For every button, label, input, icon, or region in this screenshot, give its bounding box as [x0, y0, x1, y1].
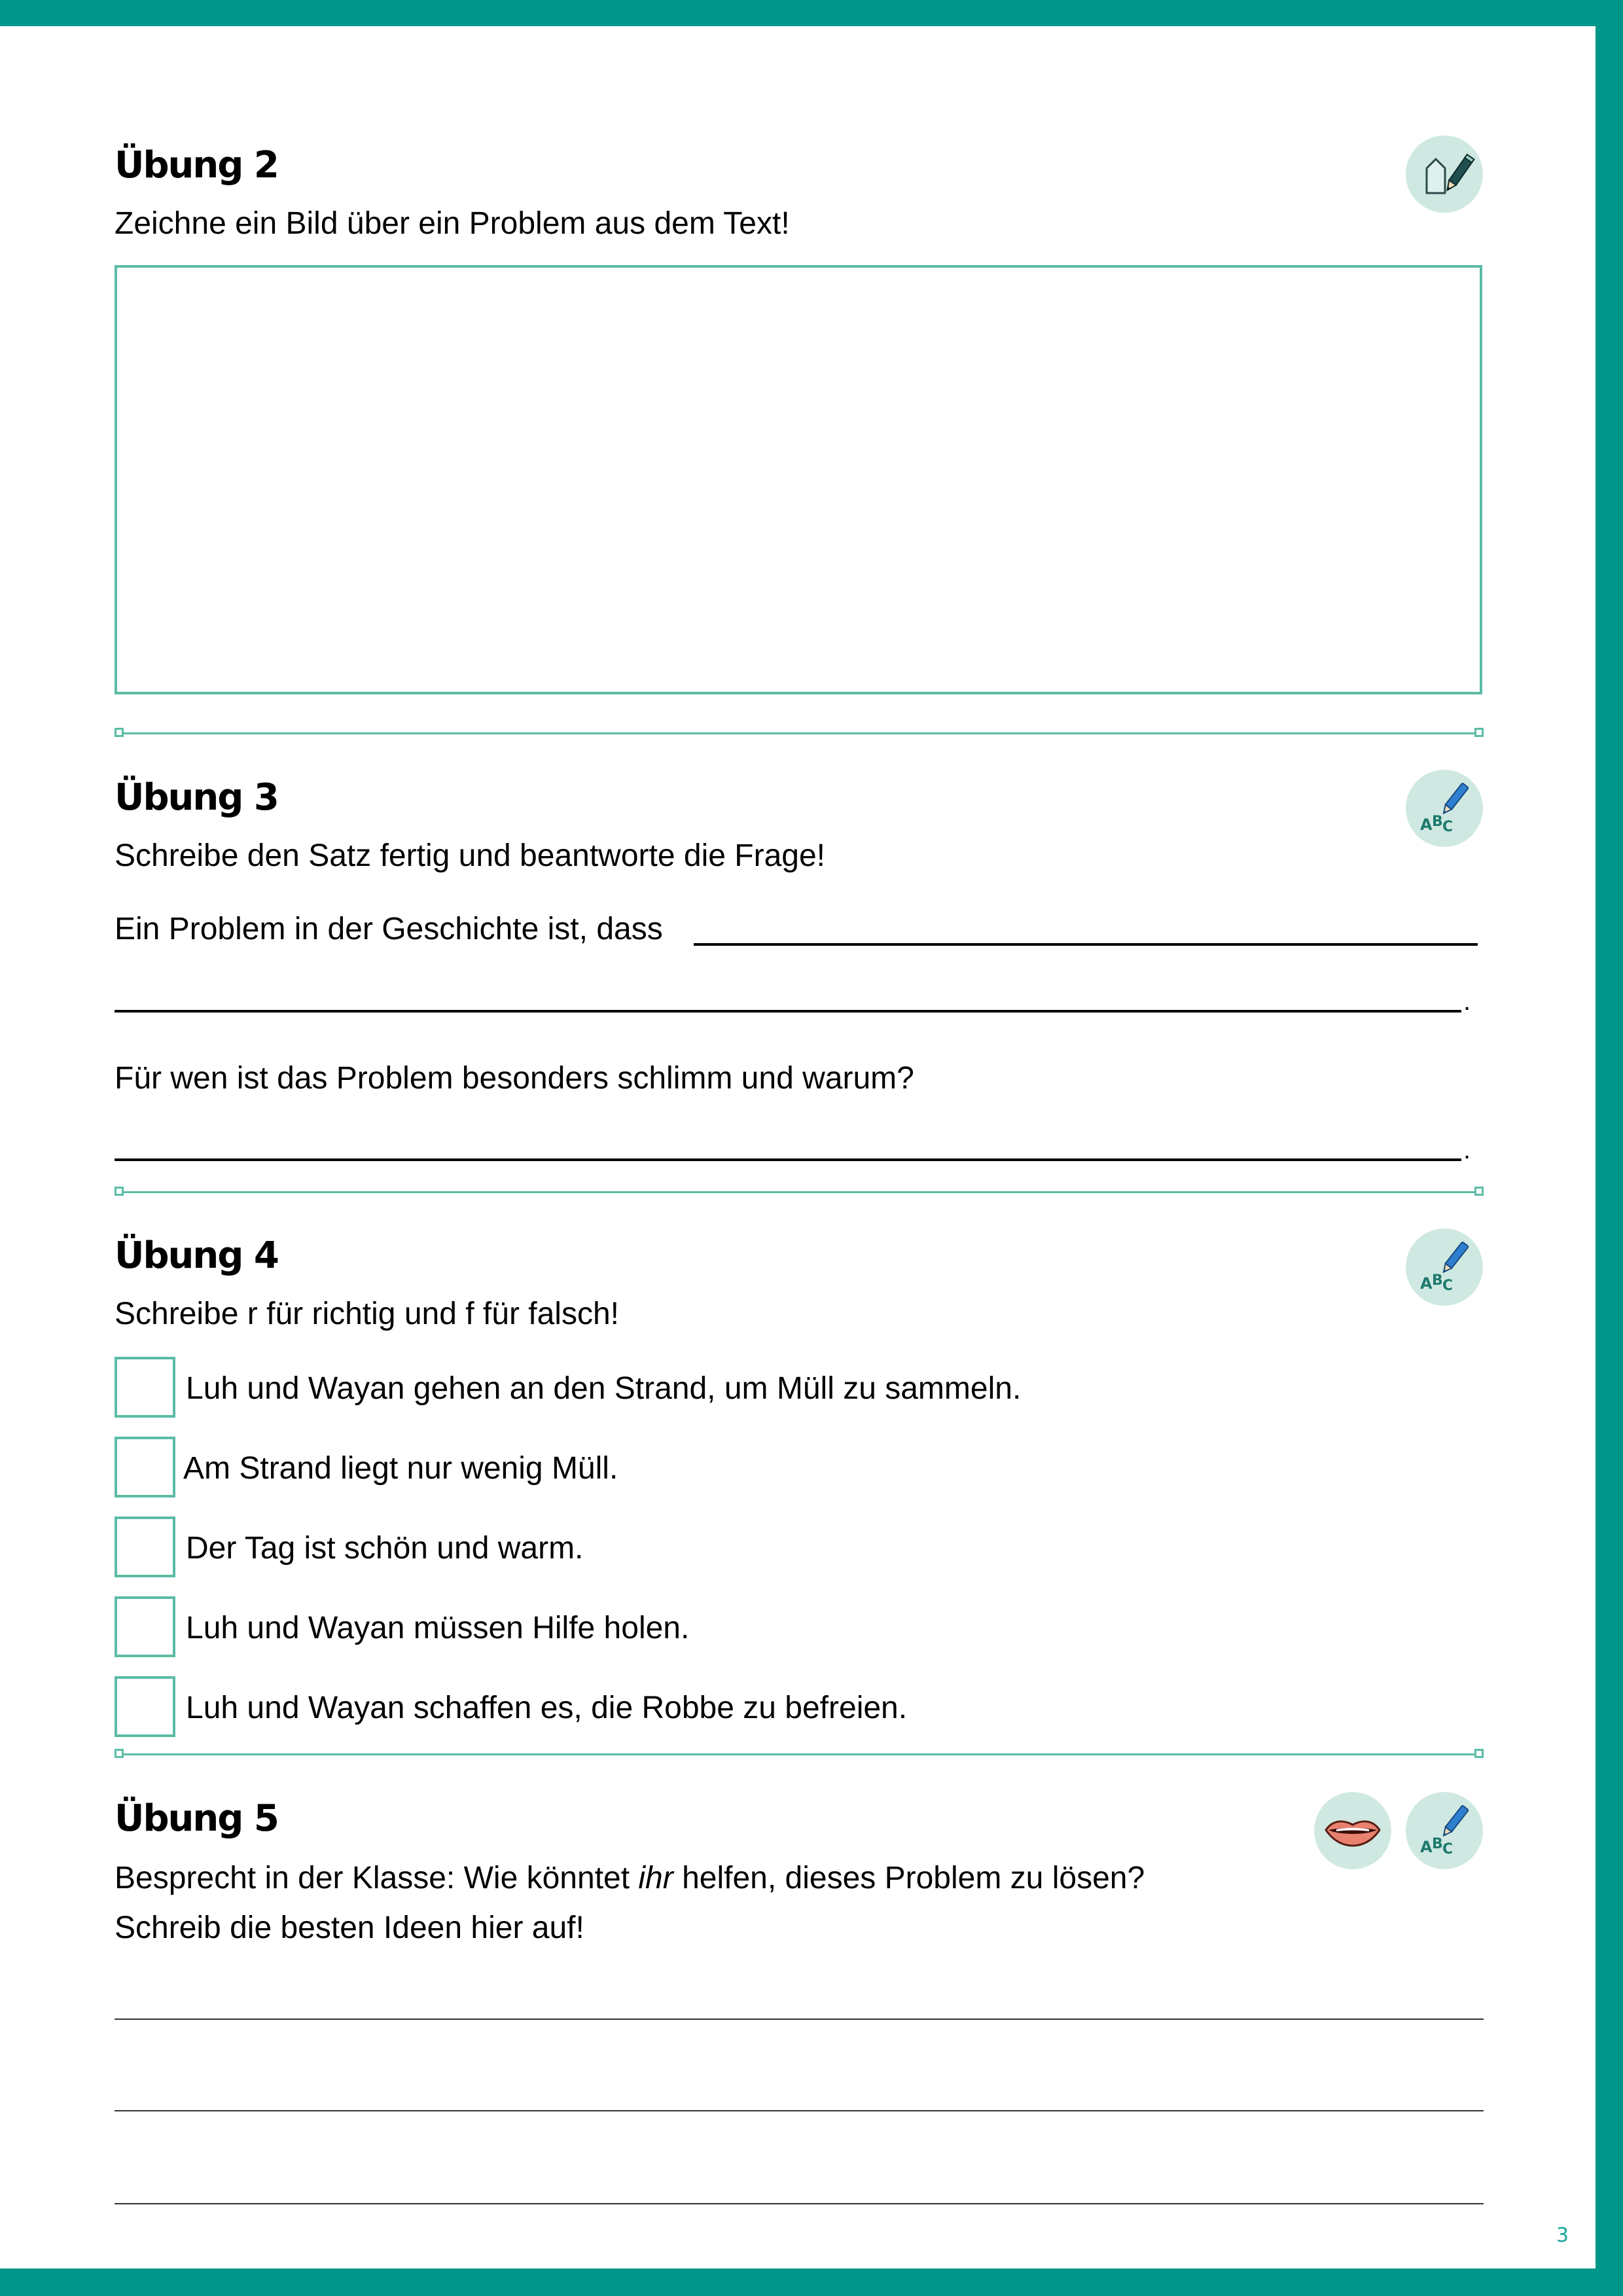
exercise-3-title: Übung 3 — [115, 776, 278, 819]
exercise-2-instruction: Zeichne ein Bild über ein Problem aus dem Text! — [115, 206, 790, 241]
answer-line[interactable] — [115, 1158, 1461, 1161]
svg-text:B: B — [1432, 1272, 1443, 1289]
section-divider — [115, 1748, 1484, 1761]
answer-checkbox[interactable] — [115, 1676, 175, 1737]
line-end-period: . — [1463, 987, 1471, 1016]
svg-text:C: C — [1442, 1278, 1454, 1294]
page-frame-bottom — [0, 2269, 1623, 2296]
svg-text:B: B — [1432, 1836, 1443, 1852]
exercise-3-instruction: Schreibe den Satz fertig und beantworte die Frage! — [115, 838, 825, 873]
sentence-start: Ein Problem in der Geschichte ist, dass — [115, 912, 663, 946]
svg-text:B: B — [1432, 814, 1443, 830]
section-divider — [115, 726, 1484, 740]
abc-writing-icon — [1406, 770, 1483, 847]
abc-writing-icon — [1406, 1792, 1483, 1869]
svg-text:C: C — [1442, 1841, 1454, 1857]
page-frame-top — [0, 0, 1623, 26]
svg-text:A: A — [1420, 816, 1433, 834]
answer-checkbox[interactable] — [115, 1596, 175, 1657]
exercise-5-instruction: Besprecht in der Klasse: Wie könntet ihr helfen, dieses Problem zu lösen? — [115, 1861, 1145, 1895]
exercise-5-title: Übung 5 — [115, 1797, 278, 1840]
svg-text:C: C — [1442, 819, 1454, 835]
answer-checkbox[interactable] — [115, 1357, 175, 1418]
svg-text:A: A — [1420, 1274, 1433, 1293]
emphasis-text: ihr — [638, 1861, 673, 1895]
answer-line[interactable] — [115, 1010, 1461, 1013]
abc-writing-icon — [1406, 1229, 1483, 1306]
exercise-5-instruction-line2: Schreib die besten Ideen hier auf! — [115, 1910, 584, 1945]
answer-checkbox[interactable] — [115, 1516, 175, 1577]
statement-text: Am Strand liegt nur wenig Müll. — [183, 1451, 618, 1486]
page-frame-right — [1596, 0, 1623, 2296]
exercise-4-instruction: Schreibe r für richtig und f für falsch! — [115, 1297, 619, 1331]
exercise-2-title: Übung 2 — [115, 144, 278, 187]
statement-text: Luh und Wayan gehen an den Strand, um Müll zu sammeln. — [186, 1371, 1022, 1406]
answer-line[interactable] — [694, 943, 1478, 946]
line-end-period: . — [1463, 1136, 1471, 1164]
svg-text:A: A — [1420, 1838, 1433, 1856]
answer-checkbox[interactable] — [115, 1437, 175, 1498]
writing-line[interactable] — [115, 2203, 1484, 2204]
exercise-4-title: Übung 4 — [115, 1234, 278, 1277]
speaking-mouth-icon — [1314, 1792, 1391, 1869]
statement-text: Luh und Wayan schaffen es, die Robbe zu befreien. — [186, 1691, 908, 1725]
writing-line[interactable] — [115, 2110, 1484, 2111]
exercise-3-question: Für wen ist das Problem besonders schlimm und warum? — [115, 1061, 914, 1096]
page-number: 3 — [1556, 2224, 1569, 2247]
drawing-pencil-icon — [1406, 135, 1483, 213]
statement-text: Luh und Wayan müssen Hilfe holen. — [186, 1611, 690, 1645]
section-divider — [115, 1185, 1484, 1198]
writing-line[interactable] — [115, 2018, 1484, 2020]
drawing-area[interactable] — [115, 265, 1482, 694]
statement-text: Der Tag ist schön und warm. — [186, 1531, 584, 1566]
